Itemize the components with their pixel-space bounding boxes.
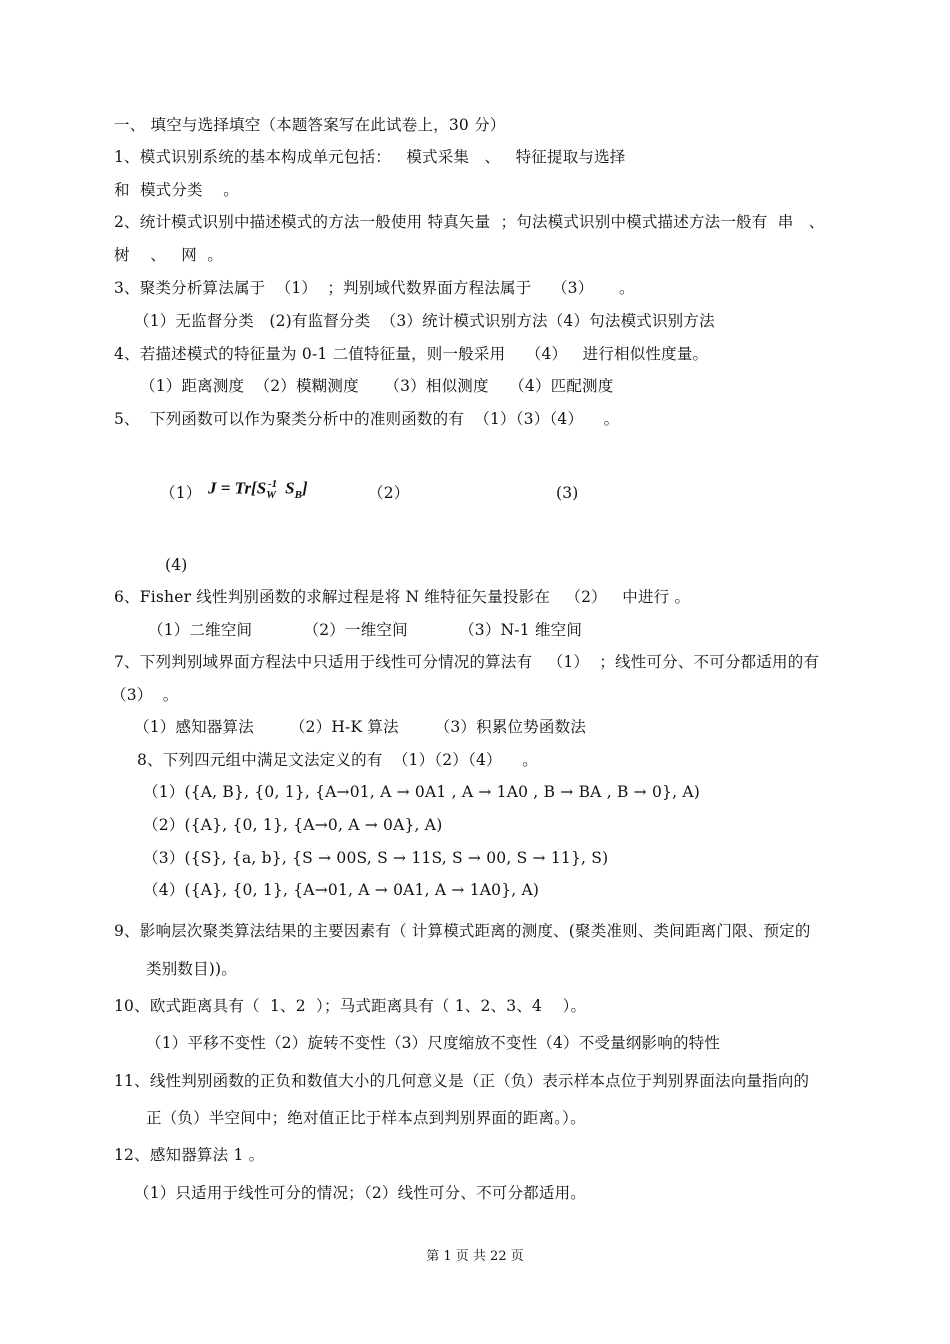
q5-line1: 5、 下列函数可以作为聚类分析中的准则函数的有 （1）（3）（4） 。: [114, 410, 620, 428]
q3-line1: 3、聚类分析算法属于 （1） ；判别域代数界面方程法属于 （3） 。: [114, 279, 635, 297]
q5-option1-label: （1）: [160, 484, 202, 502]
q9-line1: 9、影响层次聚类算法结果的主要因素有（ 计算模式距离的测度、(聚类准则、类间距离门限、预定的: [114, 922, 811, 940]
q5-formula: $J = Tr[S_W^{-1}$ $S_B$]: [208, 478, 308, 502]
q6-options: （1）二维空间 （2）一维空间 （3）N-1 维空间: [148, 621, 583, 639]
q8-option3: （3）({S}, {a, b}, {S → 00S, S → 11S, S → 00, S → 11}, S): [143, 849, 609, 867]
q10-options: （1）平移不变性（2）旋转不变性（3）尺度缩放不变性（4）不受量纲影响的特性: [146, 1034, 721, 1052]
q5-option3-label: (3): [556, 484, 579, 502]
q2-line1: 2、统计模式识别中描述模式的方法一般使用 特真矢量 ；句法模式识别中模式描述方法一般有 串 、: [114, 213, 825, 231]
q4-options: （1）距离测度 （2）模糊测度 （3）相似测度 （4）匹配测度: [140, 377, 614, 395]
q9-line2: 类别数目))。: [146, 960, 237, 978]
q11-line1: 11、线性判别函数的正负和数值大小的几何意义是（正（负）表示样本点位于判别界面法向量指向的: [114, 1072, 810, 1090]
q5-option2-label: （2）: [368, 484, 410, 502]
q4-line1: 4、若描述模式的特征量为 0-1 二值特征量，则一般采用 （4） 进行相似性度量。: [114, 345, 709, 363]
q1-line1: 1、模式识别系统的基本构成单元包括： 模式采集 、 特征提取与选择: [114, 148, 626, 166]
q11-line2: 正（负）半空间中；绝对值正比于样本点到判别界面的距离。）。: [146, 1109, 586, 1127]
q7-options: （1）感知器算法 （2）H-K 算法 （3）积累位势函数法: [134, 718, 587, 736]
q2-line2: 树 、 网 。: [114, 246, 223, 264]
q3-options: （1）无监督分类 (2)有监督分类 （3）统计模式识别方法（4）句法模式识别方法: [134, 312, 715, 330]
q8-line1: 8、下列四元组中满足文法定义的有 （1）（2）（4） 。: [137, 751, 538, 769]
q1-line2: 和 模式分类 。: [114, 181, 239, 199]
section-heading: 一、 填空与选择填空（本题答案写在此试卷上，30 分）: [114, 116, 506, 134]
page-footer: 第 1 页 共 22 页: [426, 1249, 524, 1264]
q8-option1: （1）({A, B}, {0, 1}, {A→01, A → 0A1 , A → 1A0 , B → BA , B → 0}, A): [143, 783, 701, 801]
q8-option2: （2）({A}, {0, 1}, {A→0, A → 0A}, A): [143, 816, 443, 834]
q12-options: （1）只适用于线性可分的情况；（2）线性可分、不可分都适用。: [134, 1184, 586, 1202]
q5-option4-label: (4): [165, 556, 188, 574]
q10-line1: 10、欧式距离具有（ 1、2 ）；马式距离具有（ 1、2、3、4 ）。: [114, 997, 587, 1015]
q7-line2: （3） 。: [111, 686, 179, 704]
q7-line1: 7、下列判别域界面方程法中只适用于线性可分情况的算法有 （1） ；线性可分、不可分都适用的有: [114, 653, 820, 671]
q8-option4: （4）({A}, {0, 1}, {A→01, A → 0A1, A → 1A0}, A): [143, 881, 540, 899]
q12-line1: 12、感知器算法 1 。: [114, 1146, 265, 1164]
q6-line1: 6、Fisher 线性判别函数的求解过程是将 N 维特征矢量投影在 （2） 中进行 。: [114, 588, 691, 606]
